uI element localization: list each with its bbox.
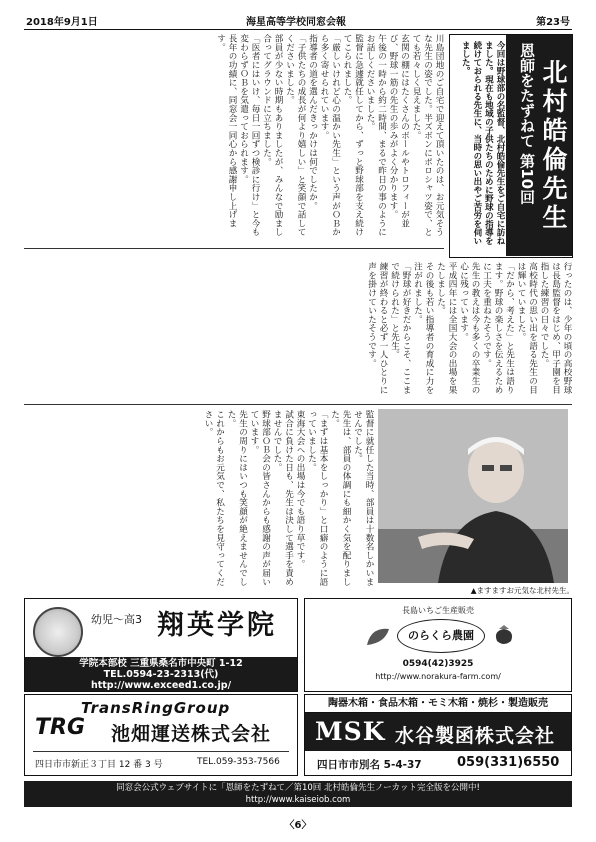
- paragraph: 玄関の棚にはたくさんのボールやトロフィーが並び、野球一筋の先生の歩みがよく分かります。: [388, 34, 410, 228]
- photo-caption: ▲ますますお元気な北村先生。: [470, 586, 574, 595]
- column-rule: [24, 404, 572, 405]
- ad-box-maker[interactable]: [304, 694, 572, 776]
- farm-url[interactable]: http://www.norakura-farm.com/: [375, 672, 501, 681]
- paragraph: その後も若い指導者の育成に力を注がれました。: [412, 262, 434, 394]
- school-info: [25, 657, 297, 691]
- series-title: 恩師をたずねて 第10回: [518, 43, 536, 205]
- paragraph: 部員が少ない時期もありましたが、みんなで励まし合ってグラウンドに立ちました。: [261, 34, 283, 237]
- paragraph: 川島団地のご自宅で迎えて頂いたのは、お元気そうな先生の姿でした。半ズボンにポロシャツ姿で、とても若々しく見えました。: [411, 34, 444, 237]
- strawberry-icon: [491, 625, 517, 647]
- ad-farm[interactable]: [304, 598, 572, 692]
- publication-title: 海星高等学校同窓会報: [246, 17, 346, 28]
- paragraph: 野球部ＯＢ会の皆さんからも感謝の声が届いています。: [249, 410, 271, 586]
- divider: [33, 751, 289, 752]
- paragraph: 「野球が好きだからこそ、ここまで続けられた」と先生。: [389, 262, 411, 394]
- box-company: 水谷製函株式会社: [395, 725, 556, 747]
- farm-subtitle: 長島いちご生産販売: [402, 606, 474, 615]
- page-number: 〈6〉: [284, 820, 312, 831]
- paragraph: 監督に就任した当時、部員は十数名しかいませんでした。: [352, 410, 374, 586]
- box-products: 陶器木箱・食品木箱・モミ木箱・焼杉・製造販売: [305, 695, 571, 713]
- teacher-name: 北村皓倫先生: [539, 59, 568, 233]
- transport-tel: TEL.059-353-7566: [197, 757, 280, 767]
- issue-number: 第23号: [536, 17, 570, 28]
- paragraph: 平成四年には全国大会の出場を果たしました。: [435, 262, 457, 394]
- school-grade: 幼児〜高3: [91, 613, 142, 626]
- school-seal-icon: [33, 607, 83, 657]
- paragraph: 練習が終わると必ず一人ひとりに声を掛けていたそうです。: [366, 262, 388, 394]
- paragraph: 「厳しいけれど心の温かい先生」という声がＯＢから多く寄せられています。: [319, 34, 341, 237]
- article-body-lower: [24, 410, 374, 592]
- website-url[interactable]: http://www.kaiseiob.com: [245, 795, 351, 805]
- issue-date: 2018年9月1日: [26, 17, 98, 28]
- school-url[interactable]: http://www.exceed1.co.jp/: [90, 680, 232, 691]
- paragraph: 東海大会への出場は今でも語り草です。: [295, 410, 305, 569]
- box-tel: 059(331)6550: [457, 755, 560, 770]
- box-address: 四日市市別名 5-4-37: [317, 759, 422, 771]
- paragraph: 「子供たちの成長が何より嬉しい」と笑顔で話してくださいました。: [284, 34, 306, 237]
- paragraph: 長年の功績に、同窓会一同心から感謝申し上げます。: [215, 34, 237, 228]
- transport-address: 四日市市新正３丁目 12 番 3 号: [35, 760, 163, 770]
- paragraph: 高校時代の思い出を語る先生の目は輝いていました。: [516, 262, 538, 394]
- transport-brand: TransRingGroup: [81, 699, 231, 717]
- school-name: 翔英学院: [157, 610, 277, 641]
- ad-school[interactable]: [24, 598, 298, 692]
- paragraph: 「まずは基本をしっかり」と口癖のように語っていました。: [306, 410, 328, 586]
- transport-company: 池畑運送株式会社: [111, 723, 272, 745]
- paragraph: 「だから、考えた」と先生は語ります。野球の楽しさを伝えるために工夫を重ねたそうです。: [481, 262, 515, 394]
- website-notice[interactable]: [24, 781, 572, 807]
- farm-tel: 0594(42)3925: [402, 659, 474, 669]
- paragraph: 監督に急遽就任してから、ずっと野球部を支え続けてこられました。: [342, 34, 364, 237]
- paragraph: これからもお元気で、私たちを見守ってください。: [203, 410, 225, 586]
- article-title-block: [449, 34, 573, 258]
- school-tel: TEL.0594-23-2313(代): [103, 669, 219, 680]
- paragraph: 先生の周りにはいつも笑顔が絶えませんでした。: [226, 410, 248, 586]
- paragraph: 先生の教えは今も多くの卒業生の心に残っています。: [458, 262, 480, 394]
- paragraph: 試合に負けた日も、先生は決して選手を責めませんでした。: [272, 410, 294, 586]
- box-logo-mark: MSK: [315, 717, 386, 746]
- school-address: 学院本部校 三重県桑名市中央町 1-12: [79, 658, 243, 669]
- box-banner: [305, 713, 571, 751]
- farm-logo: のらくら農園: [397, 619, 485, 653]
- teacher-photo: [378, 409, 568, 583]
- article-body-upper: [24, 34, 444, 244]
- website-notice-text: 同窓会公式ウェブサイトに「恩師をたずねて／第10回 北村皓倫先生ノーカット完全版を公開中!: [116, 783, 480, 793]
- article-lead: 今回は野球部の名監督、北村皓倫先生をご自宅に訪ねました。現在も地域の子供たちのために野球の指導を続けておられる先生に、当時の思い出やご苦労を伺いました。: [460, 41, 505, 245]
- page-header: [24, 8, 572, 30]
- column-rule: [24, 248, 444, 249]
- paragraph: 行ったのは、少年の頃の高校野球は長島監督をはじめ、甲子園を目指した練習の日々でした。: [539, 262, 572, 394]
- paragraph: 指導者の道を選んだきっかけは何でしたか。: [307, 34, 318, 210]
- article-body-middle: [24, 262, 572, 402]
- teacher-portrait-illustration: [378, 409, 568, 583]
- strawberry-leaf-icon: [365, 625, 391, 647]
- paragraph: 午後の一時から約二時間、まるで昨日の事のようにお話しくださいました。: [365, 34, 387, 237]
- ad-transport[interactable]: [24, 694, 298, 776]
- title-banner: [506, 35, 572, 256]
- paragraph: 先生は、部員の体調にも細かく気を配りました。: [329, 410, 351, 586]
- transport-logo-mark: TRG: [35, 715, 86, 740]
- paragraph: 「医者にはいけ、毎日一回ずつ検診に行け」と今も変わらずＯＢを気遣っておられます。: [238, 34, 260, 237]
